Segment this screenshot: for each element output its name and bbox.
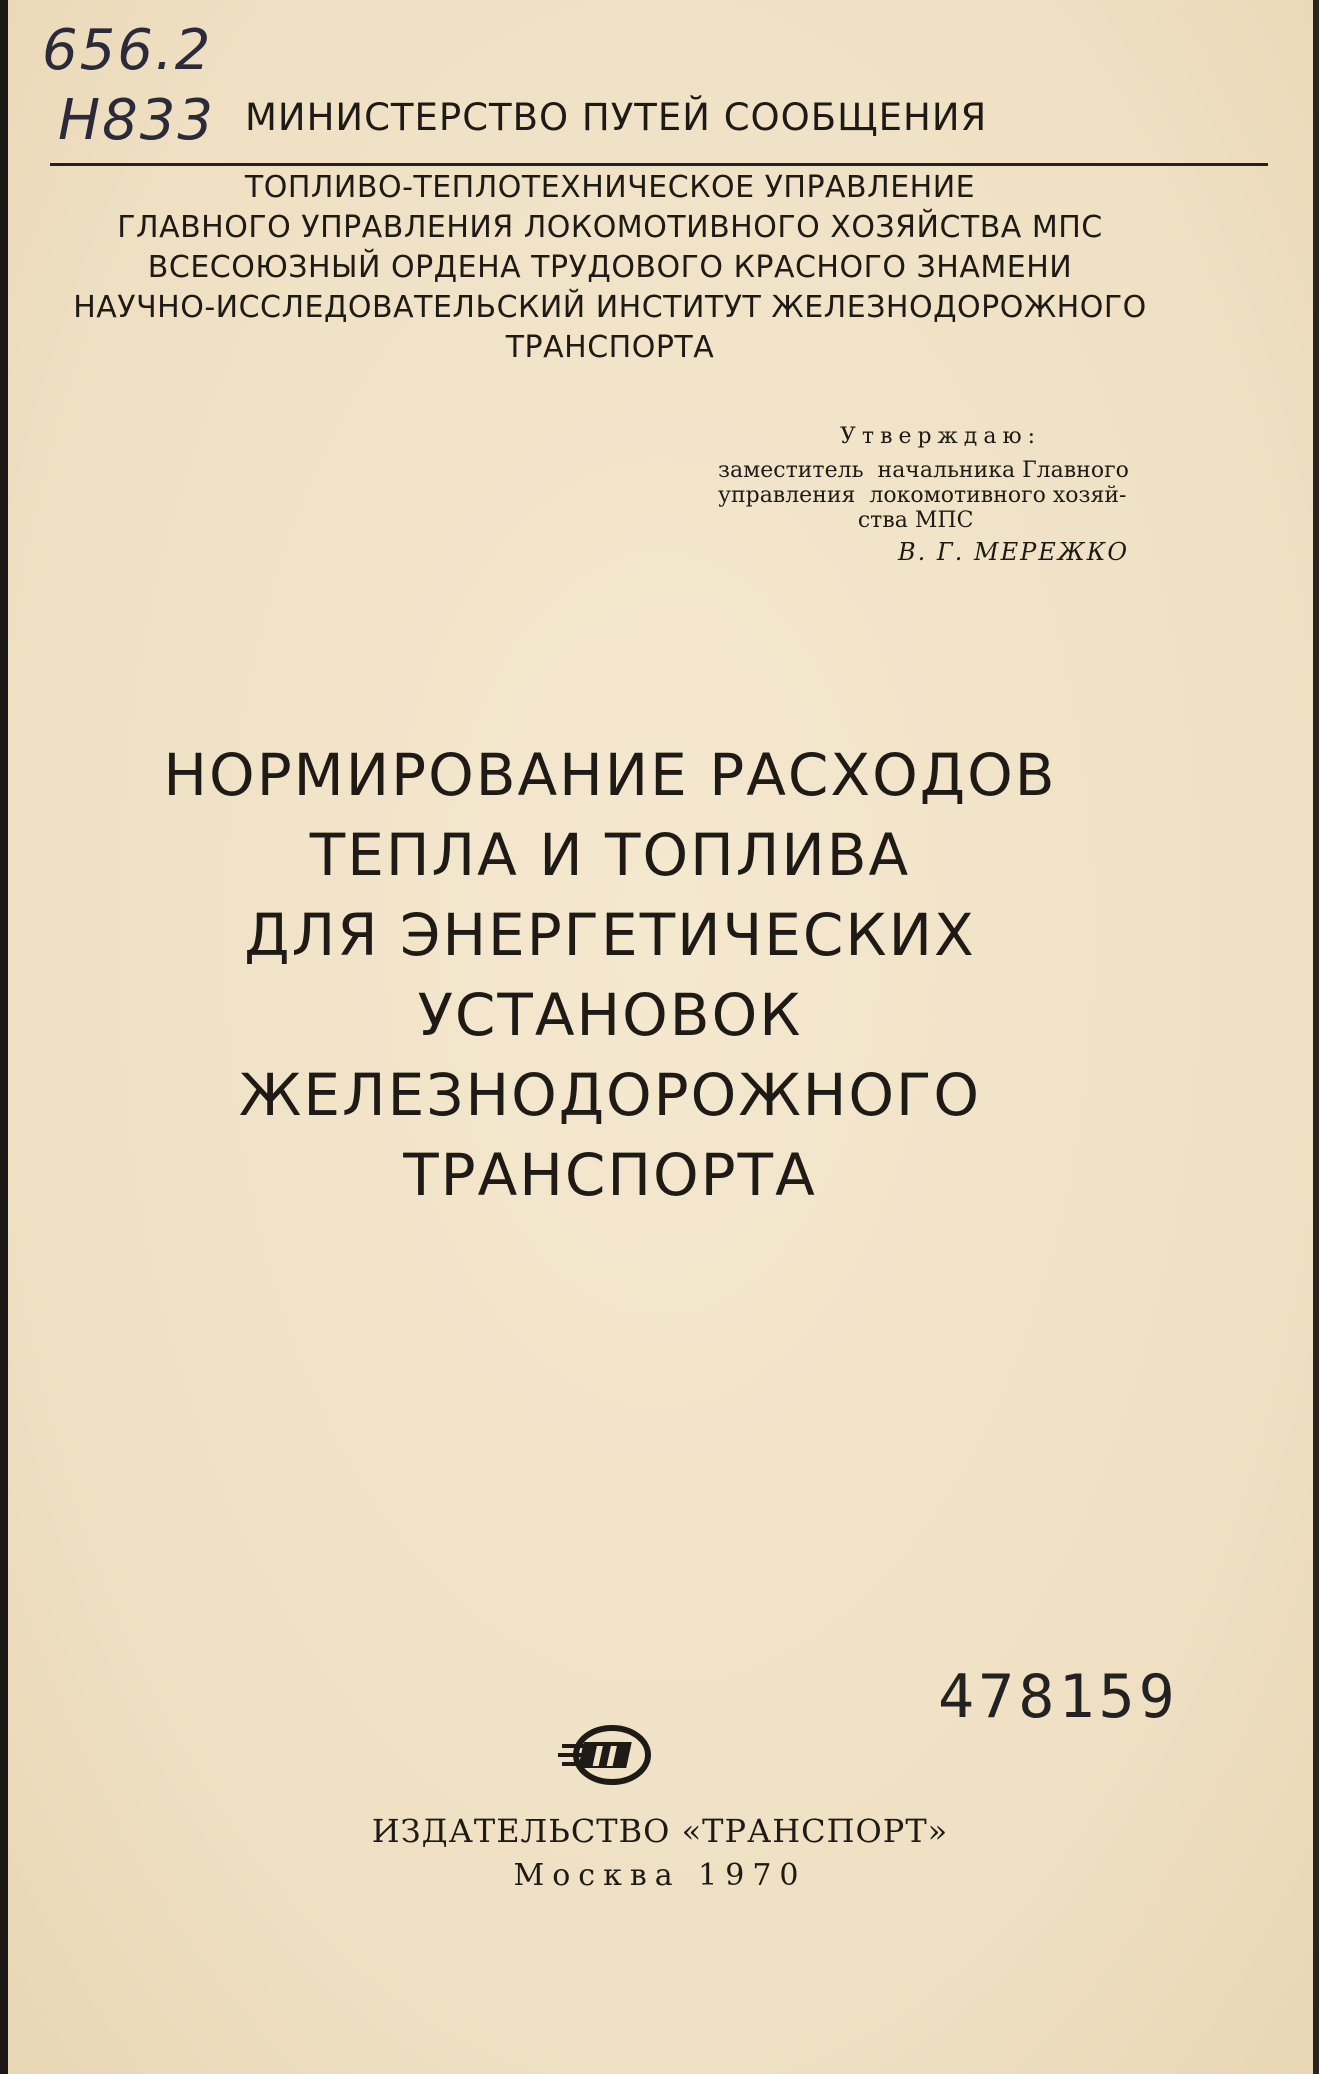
publisher-logo-icon	[558, 1722, 666, 1788]
org-line: ГЛАВНОГО УПРАВЛЕНИЯ ЛОКОМОТИВНОГО ХОЗЯЙСТВА МПС	[117, 210, 1103, 245]
approval-body	[718, 458, 1129, 533]
title-line: НОРМИРОВАНИЕ РАСХОДОВ	[163, 741, 1057, 809]
title-line: ТРАНСПОРТА	[403, 1141, 817, 1209]
org-line: ВСЕСОЮЗНЫЙ ОРДЕНА ТРУДОВОГО КРАСНОГО ЗНАМЕНИ	[147, 250, 1073, 285]
org-line: НАУЧНО-ИССЛЕДОВАТЕЛЬСКИЙ ИНСТИТУТ ЖЕЛЕЗНОДОРОЖНОГО	[73, 290, 1147, 325]
organization-block	[40, 168, 1180, 368]
title-line: УСТАНОВОК	[417, 981, 803, 1049]
approval-line: ства МПС	[718, 508, 974, 533]
header-rule	[50, 163, 1268, 166]
handwritten-shelf-mark-2: Н833	[58, 88, 215, 153]
title-line: ТЕПЛА И ТОПЛИВА	[309, 821, 911, 889]
scan-right-edge	[1313, 0, 1319, 2074]
org-line: ТОПЛИВО-ТЕПЛОТЕХНИЧЕСКОЕ УПРАВЛЕНИЕ	[244, 170, 976, 205]
approval-line: заместитель начальника Главного	[718, 458, 1129, 483]
inventory-stamp-number: 478159	[938, 1662, 1179, 1732]
title-line: ДЛЯ ЭНЕРГЕТИЧЕСКИХ	[244, 901, 976, 969]
publication-city-year: Москва 1970	[513, 1858, 807, 1893]
approver-name: В. Г. МЕРЕЖКО	[898, 538, 1130, 566]
publisher-name: ИЗДАТЕЛЬСТВО «ТРАНСПОРТ»	[371, 1812, 949, 1850]
title-line: ЖЕЛЕЗНОДОРОЖНОГО	[238, 1061, 982, 1129]
ministry-heading: МИНИСТЕРСТВО ПУТЕЙ СООБЩЕНИЯ	[245, 96, 988, 139]
book-title	[110, 735, 1110, 1215]
approval-label: Утверждаю:	[840, 424, 1042, 449]
handwritten-shelf-mark-1: 656.2	[42, 18, 213, 83]
org-line: ТРАНСПОРТА	[505, 330, 715, 365]
scan-left-edge	[0, 0, 8, 2074]
approval-line: управления локомотивного хозяй-	[718, 483, 1127, 508]
